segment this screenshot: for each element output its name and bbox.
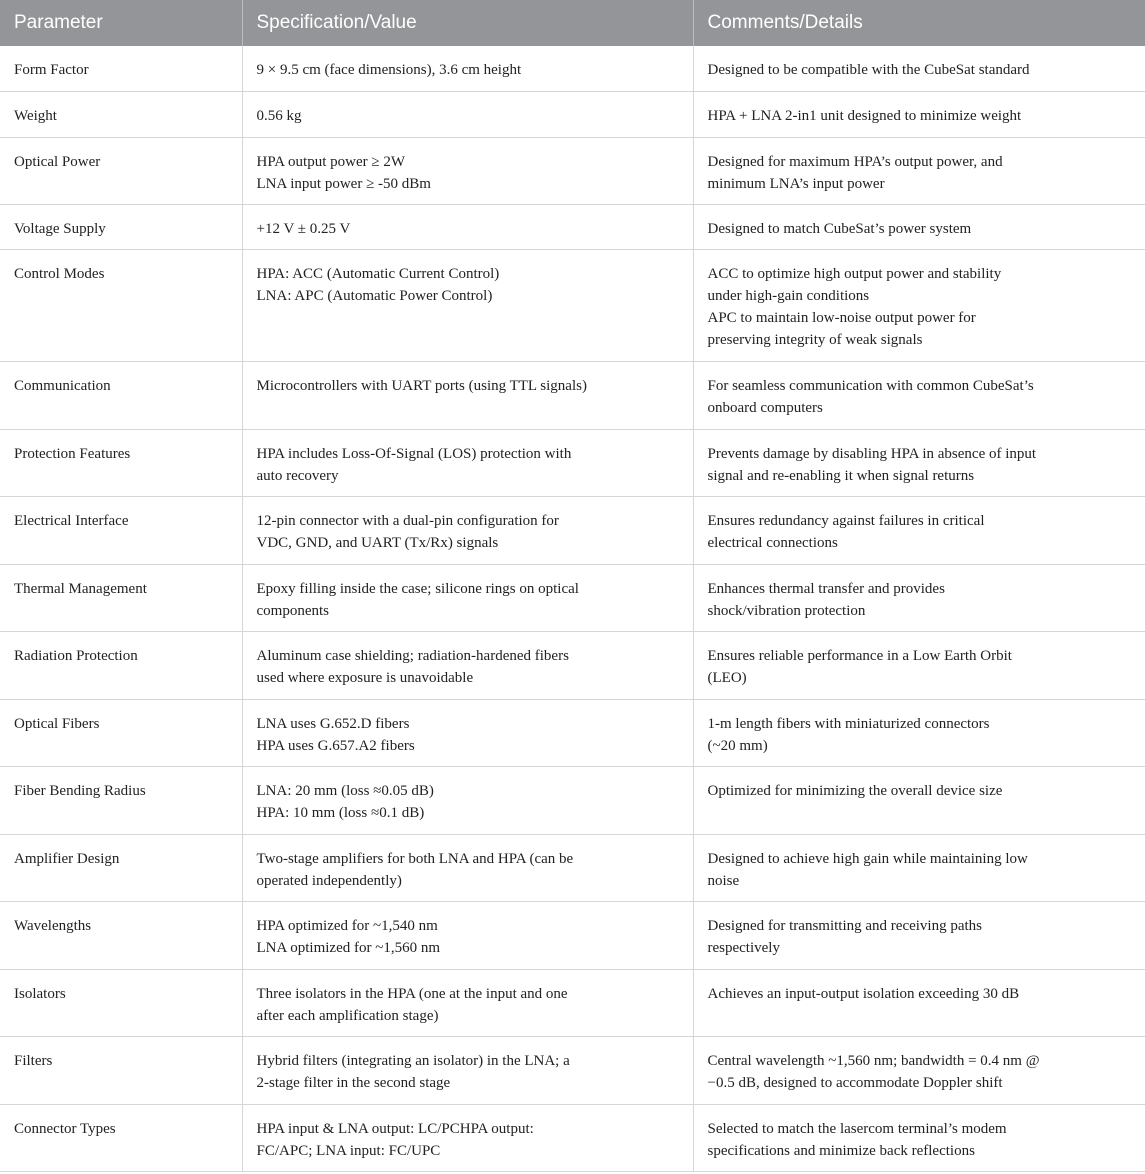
cell-text-line: Wavelengths — [14, 917, 92, 934]
cell-text-line: HPA includes Loss-Of-Signal (LOS) protection with — [256, 445, 572, 462]
specification-cell — [242, 834, 693, 901]
comments-cell — [693, 1104, 1145, 1171]
cell-text-line: Filters — [14, 1052, 53, 1069]
comments-cell — [693, 429, 1145, 496]
comments-cell — [693, 204, 1145, 249]
parameter-cell — [0, 834, 242, 901]
parameter-cell — [0, 361, 242, 429]
cell-text-line: (~20 mm) — [707, 737, 768, 754]
table-row — [0, 969, 1145, 1036]
specification-cell — [242, 1036, 693, 1104]
specification-cell — [242, 429, 693, 496]
cell-text-line: Protection Features — [14, 445, 131, 462]
table-row — [0, 766, 1145, 834]
parameter-cell — [0, 137, 242, 204]
table-row — [0, 91, 1145, 137]
cell-text-line: Central wavelength ~1,560 nm; bandwidth = 0.4 nm @ — [707, 1052, 1040, 1069]
header-row — [0, 0, 1145, 46]
comments-cell — [693, 496, 1145, 564]
cell-text-line: Amplifier Design — [14, 850, 120, 867]
cell-text-line: Connector Types — [14, 1120, 116, 1137]
parameter-cell — [0, 631, 242, 699]
parameter-cell — [0, 766, 242, 834]
cell-text-line: Designed to achieve high gain while maintaining low — [707, 850, 1028, 867]
cell-text-line: Designed for maximum HPA’s output power, and — [707, 153, 1003, 170]
cell-text-line: Isolators — [14, 985, 66, 1002]
cell-text-line: Control Modes — [14, 265, 105, 282]
comments-cell — [693, 249, 1145, 361]
cell-text-line: onboard computers — [707, 399, 823, 416]
cell-text-line: −0.5 dB, designed to accommodate Doppler shift — [707, 1074, 1003, 1091]
cell-text-line: Designed for transmitting and receiving paths — [707, 917, 983, 934]
cell-text-line: minimum LNA’s input power — [707, 175, 885, 192]
cell-text-line: Three isolators in the HPA (one at the input and one — [256, 985, 568, 1002]
cell-text-line: HPA input & LNA output: LC/PCHPA output: — [256, 1120, 534, 1137]
comments-cell — [693, 699, 1145, 766]
parameter-cell — [0, 204, 242, 249]
comments-cell — [693, 137, 1145, 204]
header-comments: Comments/Details — [693, 0, 1145, 46]
table-row — [0, 834, 1145, 901]
parameter-cell — [0, 564, 242, 631]
cell-text-line: electrical connections — [707, 534, 838, 551]
cell-text-line: LNA input power ≥ -50 dBm — [256, 175, 431, 192]
cell-text-line: operated independently) — [256, 872, 402, 889]
cell-text-line: specifications and minimize back reflections — [707, 1142, 975, 1159]
parameter-cell — [0, 249, 242, 361]
cell-text-line: Optimized for minimizing the overall device size — [707, 782, 1003, 799]
cell-text-line: HPA: ACC (Automatic Current Control) — [256, 265, 500, 282]
cell-text-line: Designed to match CubeSat’s power system — [707, 220, 972, 237]
cell-text-line: preserving integrity of weak signals — [707, 331, 923, 348]
table-row — [0, 1104, 1145, 1171]
cell-text-line: ACC to optimize high output power and stability — [707, 265, 1002, 282]
cell-text-line: LNA: APC (Automatic Power Control) — [256, 287, 493, 304]
comments-cell — [693, 834, 1145, 901]
table-row — [0, 361, 1145, 429]
specification-cell — [242, 969, 693, 1036]
cell-text-line: after each amplification stage) — [256, 1007, 439, 1024]
cell-text-line: Microcontrollers with UART ports (using TTL signals) — [256, 377, 587, 394]
cell-text-line: shock/vibration protection — [707, 602, 866, 619]
comments-cell — [693, 564, 1145, 631]
cell-text-line: FC/APC; LNA input: FC/UPC — [256, 1142, 441, 1159]
cell-text-line: Radiation Protection — [14, 647, 138, 664]
cell-text-line: signal and re-enabling it when signal returns — [707, 467, 975, 484]
cell-text-line: Fiber Bending Radius — [14, 782, 146, 799]
cell-text-line: HPA output power ≥ 2W — [256, 153, 406, 170]
comments-cell — [693, 1036, 1145, 1104]
cell-text-line: Ensures reliable performance in a Low Earth Orbit — [707, 647, 1012, 664]
table-header — [0, 0, 1145, 46]
comments-cell — [693, 901, 1145, 969]
cell-text-line: noise — [707, 872, 740, 889]
parameter-cell — [0, 969, 242, 1036]
specification-cell — [242, 564, 693, 631]
cell-text-line: Achieves an input-output isolation exceeding 30 dB — [707, 985, 1020, 1002]
cell-text-line: components — [256, 602, 329, 619]
table-row — [0, 1036, 1145, 1104]
parameter-cell — [0, 46, 242, 91]
cell-text-line: VDC, GND, and UART (Tx/Rx) signals — [256, 534, 499, 551]
comments-cell — [693, 46, 1145, 91]
table-row — [0, 699, 1145, 766]
parameter-cell — [0, 496, 242, 564]
specification-cell — [242, 46, 693, 91]
specification-cell — [242, 901, 693, 969]
cell-text-line: Weight — [14, 107, 57, 124]
cell-text-line: Enhances thermal transfer and provides — [707, 580, 945, 597]
parameter-cell — [0, 91, 242, 137]
specification-cell — [242, 631, 693, 699]
cell-text-line: under high-gain conditions — [707, 287, 870, 304]
table-row — [0, 46, 1145, 91]
cell-text-line: HPA: 10 mm (loss ≈0.1 dB) — [256, 804, 425, 821]
cell-text-line: HPA + LNA 2-in1 unit designed to minimize weight — [707, 107, 1022, 124]
cell-text-line: 12-pin connector with a dual-pin configuration for — [256, 512, 559, 529]
specification-cell — [242, 1104, 693, 1171]
cell-text-line: Voltage Supply — [14, 220, 106, 237]
cell-text-line: LNA uses G.652.D fibers — [256, 715, 410, 732]
cell-text-line: Two-stage amplifiers for both LNA and HPA (can be — [256, 850, 574, 867]
specification-cell — [242, 496, 693, 564]
parameter-cell — [0, 1104, 242, 1171]
cell-text-line: Communication — [14, 377, 111, 394]
table-row — [0, 429, 1145, 496]
cell-text-line: 9 × 9.5 cm (face dimensions), 3.6 cm height — [256, 62, 522, 78]
table-row — [0, 901, 1145, 969]
comments-cell — [693, 969, 1145, 1036]
cell-text-line: (LEO) — [707, 669, 747, 686]
specification-cell — [242, 361, 693, 429]
cell-text-line: Optical Power — [14, 153, 101, 170]
table-body — [0, 46, 1145, 1171]
specification-cell — [242, 137, 693, 204]
cell-text-line: HPA uses G.657.A2 fibers — [256, 737, 415, 754]
cell-text-line: Optical Fibers — [14, 715, 100, 732]
table-row — [0, 204, 1145, 249]
cell-text-line: Selected to match the lasercom terminal’s modem — [707, 1120, 1007, 1137]
specification-cell — [242, 249, 693, 361]
cell-text-line: 0.56 kg — [256, 107, 302, 124]
cell-text-line: LNA optimized for ~1,560 nm — [256, 939, 441, 956]
specification-cell — [242, 91, 693, 137]
parameter-cell — [0, 1036, 242, 1104]
specification-cell — [242, 204, 693, 249]
comments-cell — [693, 91, 1145, 137]
table-row — [0, 249, 1145, 361]
cell-text-line: Epoxy filling inside the case; silicone rings on optical — [256, 580, 579, 597]
cell-text-line: respectively — [707, 939, 780, 956]
cell-text-line: APC to maintain low-noise output power for — [707, 309, 976, 326]
table-row — [0, 496, 1145, 564]
cell-text-line: +12 V ± 0.25 V — [256, 220, 351, 237]
parameter-cell — [0, 429, 242, 496]
cell-text-line: 2-stage filter in the second stage — [256, 1074, 451, 1091]
cell-text-line: For seamless communication with common CubeSat’s — [707, 377, 1034, 394]
cell-text-line: Ensures redundancy against failures in critical — [707, 512, 985, 529]
table-row — [0, 564, 1145, 631]
cell-text-line: LNA: 20 mm (loss ≈0.05 dB) — [256, 782, 434, 799]
parameter-cell — [0, 901, 242, 969]
cell-text-line: Form Factor — [14, 62, 89, 78]
parameter-cell — [0, 699, 242, 766]
cell-text-line: Thermal Management — [14, 580, 147, 597]
cell-text-line: Aluminum case shielding; radiation-hardened fibers — [256, 647, 569, 664]
table-row — [0, 137, 1145, 204]
specification-cell — [242, 699, 693, 766]
header-specification: Specification/Value — [242, 0, 693, 46]
comments-cell — [693, 361, 1145, 429]
cell-text-line: Electrical Interface — [14, 512, 129, 529]
cell-text-line: auto recovery — [256, 467, 339, 484]
cell-text-line: Designed to be compatible with the CubeSat standard — [707, 62, 1030, 78]
cell-text-line: Prevents damage by disabling HPA in absence of input — [707, 445, 1037, 462]
header-parameter: Parameter — [0, 0, 242, 46]
specification-cell — [242, 766, 693, 834]
cell-text-line: used where exposure is unavoidable — [256, 669, 474, 686]
cell-text-line: HPA optimized for ~1,540 nm — [256, 917, 438, 934]
comments-cell — [693, 631, 1145, 699]
cell-text-line: Hybrid filters (integrating an isolator) in the LNA; a — [256, 1052, 570, 1069]
table-row — [0, 631, 1145, 699]
comments-cell — [693, 766, 1145, 834]
cell-text-line: 1-m length fibers with miniaturized connectors — [707, 715, 990, 732]
